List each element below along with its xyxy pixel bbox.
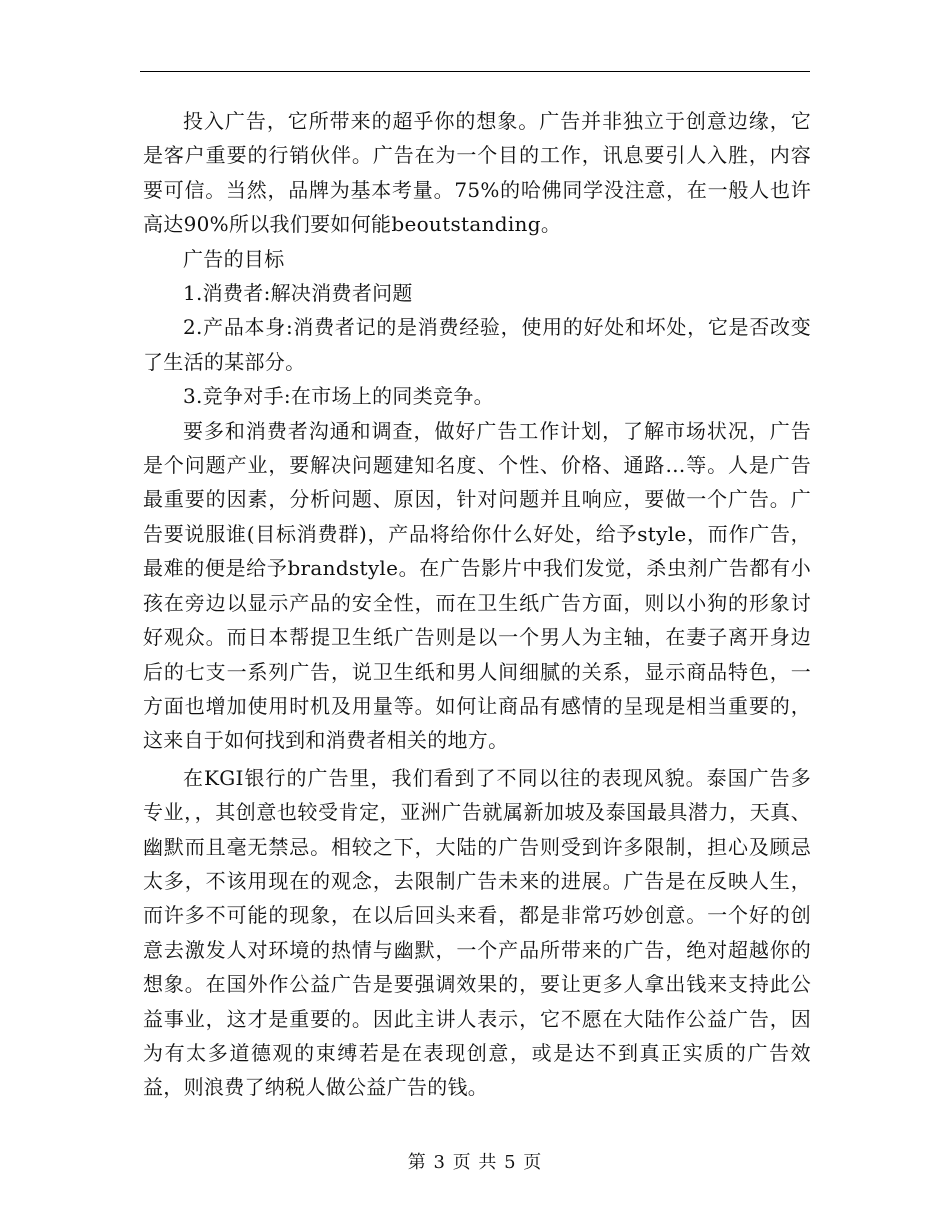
header-rule: [140, 71, 810, 72]
heading-ad-goals: 广告的目标: [183, 246, 285, 271]
goal-item-product: 2.产品本身:消费者记的是消费经验，使用的好处和坏处，它是否改变了生活的某部分。: [143, 315, 811, 374]
page-number: 第 3 页 共 5 页: [407, 1152, 543, 1173]
paragraph-kgi-bank: 在KGI银行的广告里，我们看到了不同以往的表现风貌。泰国广告多专业，，其创意也较受肯定，亚洲广告就属新加坡及泰国最具潜力，天真、幽默而且毫无禁忌。相较之下，大陆的广告则受到许多限制，担心及顾忌太多，不该用现在的观念，去限制广告未来的进展。广告是在反映人生，而许多不可能的现象，在以后回头来看，都是非常巧妙创意。一个好的创意去激发人对环境的热情与幽默，一个产品所带来的广告，绝对超越你的想象。在国外作公益广告是要强调效果的，要让更多人拿出钱来支持此公益事业，这才是重要的。因此主讲人表示，它不愿在大陆作公益广告，因为有太多道德观的束缚若是在表现创意，或是达不到真正实质的广告效益，则浪费了纳税人做公益广告的钱。: [143, 765, 811, 1100]
paragraph-intro: 投入广告，它所带来的超乎你的想象。广告并非独立于创意边缘，它是客户重要的行销伙伴。广告在为一个目的工作，讯息要引人入胜，内容要可信。当然，品牌为基本考量。75%的哈佛同学没注意，在一般人也许高达90%所以我们要如何能beoutstanding。: [143, 109, 811, 237]
goal-item-consumer: 1.消费者:解决消费者问题: [183, 281, 413, 306]
goal-item-competitor: 3.竞争对手:在市场上的同类竞争。: [183, 384, 494, 409]
paragraph-communication: 要多和消费者沟通和调查，做好广告工作计划，了解市场状况，广告是个问题产业，要解决问题建知名度、个性、价格、通路…等。人是广告最重要的因素，分析问题、原因，针对问题并且响应，要做一个广告。广告要说服谁(目标消费群)，产品将给你什么好处，给予style，而作广告，最难的便是给予brandstyle。在广告影片中我们发觉，杀虫剂广告都有小孩在旁边以显示产品的安全性，而在卫生纸广告方面，则以小狗的形象讨好观众。而日本帮提卫生纸广告则是以一个男人为主轴，在妻子离开身边后的七支一系列广告，说卫生纸和男人间细腻的关系，显示商品特色，一方面也增加使用时机及用量等。如何让商品有感情的呈现是相当重要的，这来自于如何找到和消费者相关的地方。: [143, 418, 811, 753]
document-body: [143, 104, 811, 1105]
